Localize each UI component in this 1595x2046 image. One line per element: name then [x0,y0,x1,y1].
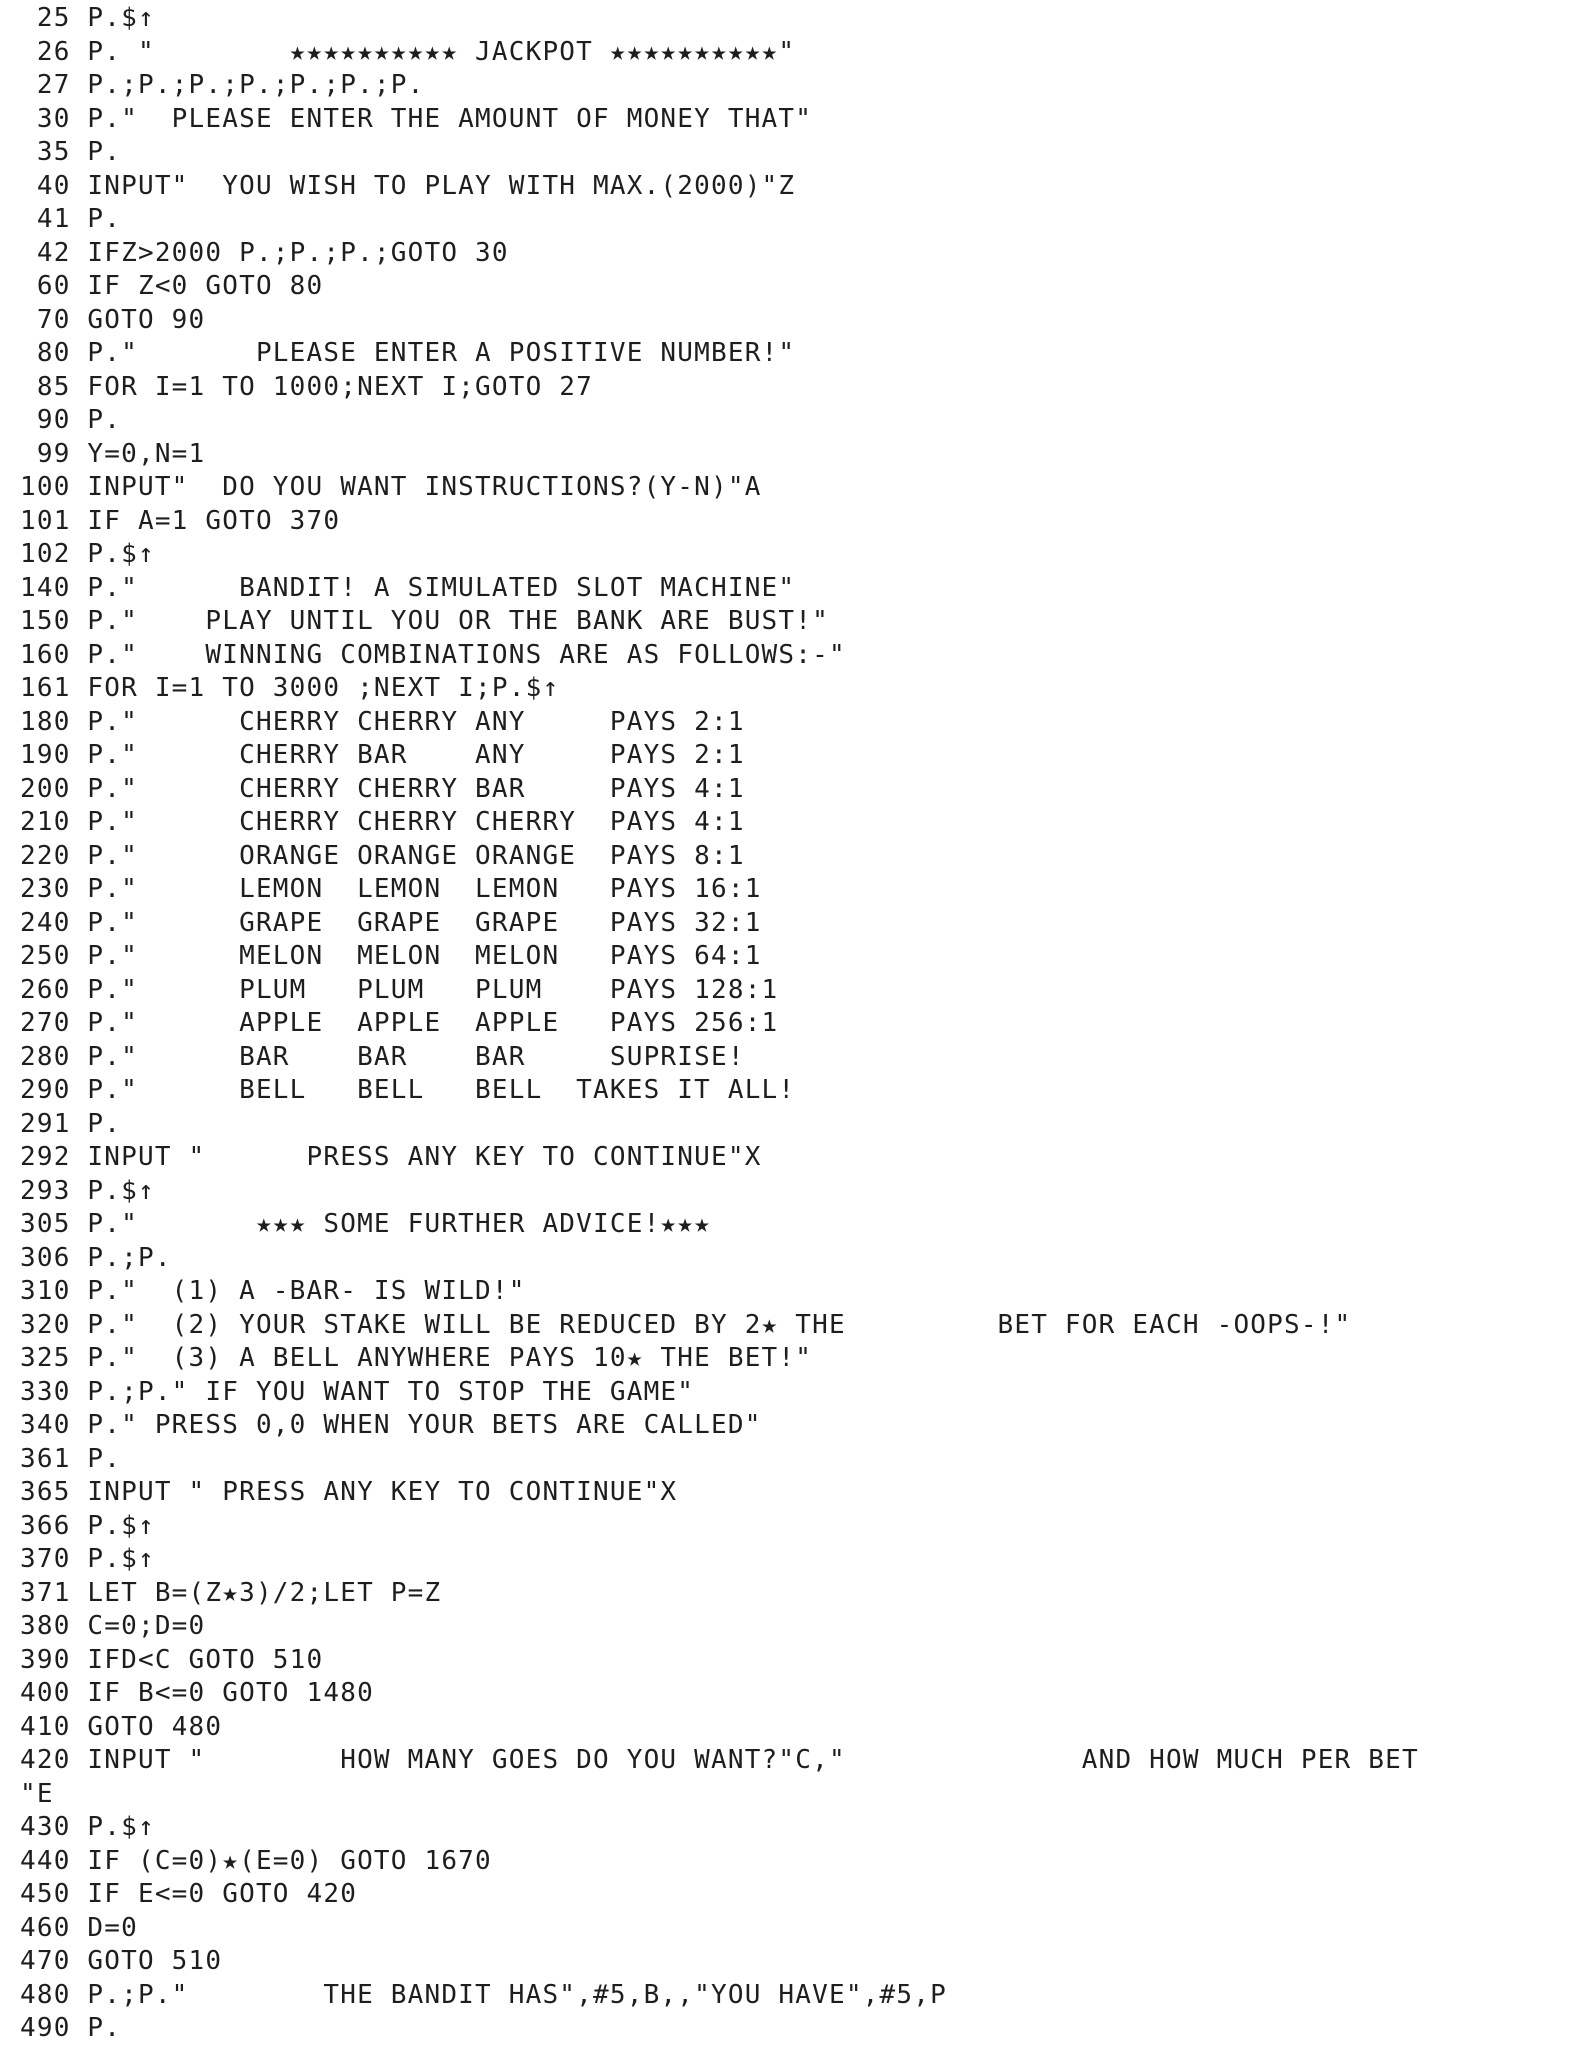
code-line: 230 P." LEMON LEMON LEMON PAYS 16:1 [20,874,762,904]
code-line: 161 FOR I=1 TO 3000 ;NEXT I;P.$↑ [20,673,560,703]
code-line: 25 P.$↑ [20,3,155,33]
code-line: 260 P." PLUM PLUM PLUM PAYS 128:1 [20,974,779,1005]
code-line: 371 LET B=(Z★3)/2;LET P=Z [20,1577,442,1608]
code-line: 400 IF B<=0 GOTO 1480 [20,1678,374,1708]
code-line: 310 P." (1) A -BAR- IS WILD!" [20,1276,526,1306]
code-line: 325 P." (3) A BELL ANYWHERE PAYS 10★ THE BET!" [20,1343,813,1373]
code-line: 320 P." (2) YOUR STAKE WILL BE REDUCED BY 2★ THE BET FOR EACH -OOPS-!" [20,1309,1352,1340]
code-line: 150 P." PLAY UNTIL YOU OR THE BANK ARE BUST!" [20,606,829,636]
code-line: 280 P." BAR BAR BAR SUPRISE! [20,1041,745,1072]
code-line: 160 P." WINNING COMBINATIONS ARE AS FOLLOWS:-" [20,639,846,670]
code-line: 330 P.;P." IF YOU WANT TO STOP THE GAME" [20,1376,695,1407]
code-line: 293 P.$↑ [20,1175,155,1206]
code-line: 490 P. [20,2013,122,2043]
code-line: 240 P." GRAPE GRAPE GRAPE PAYS 32:1 [20,907,762,938]
code-line: 27 P.;P.;P.;P.;P.;P.;P. [20,70,425,100]
code-line: 290 P." BELL BELL BELL TAKES IT ALL! [20,1075,796,1105]
code-line: 305 P." ★★★ SOME FURTHER ADVICE!★★★ [20,1209,711,1239]
code-line: 200 P." CHERRY CHERRY BAR PAYS 4:1 [20,773,745,804]
code-line: 30 P." PLEASE ENTER THE AMOUNT OF MONEY THAT" [20,103,813,134]
code-line: 60 IF Z<0 GOTO 80 [20,271,324,301]
code-line: 99 Y=0,N=1 [20,438,206,469]
code-line: 70 GOTO 90 [20,304,206,335]
code-line: 361 P. [20,1443,122,1474]
code-line: 340 P." PRESS 0,0 WHEN YOUR BETS ARE CALLED" [20,1410,762,1440]
code-line: 480 P.;P." THE BANDIT HAS",#5,B,,"YOU HAVE",#5,P [20,1979,947,2010]
code-line: 365 INPUT " PRESS ANY KEY TO CONTINUE"X [20,1477,678,1507]
code-line: 102 P.$↑ [20,539,155,569]
code-line: 42 IFZ>2000 P.;P.;P.;GOTO 30 [20,237,509,268]
code-line: 420 INPUT " HOW MANY GOES DO YOU WANT?"C," AND HOW MUCH PER BET [20,1745,1419,1775]
code-line: 140 P." BANDIT! A SIMULATED SLOT MACHINE" [20,572,796,603]
code-line: 220 P." ORANGE ORANGE ORANGE PAYS 8:1 [20,840,745,871]
code-line: 80 P." PLEASE ENTER A POSITIVE NUMBER!" [20,338,796,368]
code-line: 430 P.$↑ [20,1812,155,1842]
code-line: 370 P.$↑ [20,1544,155,1574]
code-line: 35 P. [20,137,122,167]
code-line: 180 P." CHERRY CHERRY ANY PAYS 2:1 [20,706,745,737]
code-line: 450 IF E<=0 GOTO 420 [20,1879,358,1909]
code-line: 40 INPUT" YOU WISH TO PLAY WITH MAX.(2000)"Z [20,170,796,201]
code-line: 210 P." CHERRY CHERRY CHERRY PAYS 4:1 [20,807,745,837]
code-line: 250 P." MELON MELON MELON PAYS 64:1 [20,941,762,971]
code-line: 270 P." APPLE APPLE APPLE PAYS 256:1 [20,1008,779,1038]
code-line: 190 P." CHERRY BAR ANY PAYS 2:1 [20,740,745,770]
code-line: 366 P.$↑ [20,1510,155,1541]
code-line: 85 FOR I=1 TO 1000;NEXT I;GOTO 27 [20,371,594,402]
code-line: 440 IF (C=0)★(E=0) GOTO 1670 [20,1845,492,1876]
code-line: 101 IF A=1 GOTO 370 [20,505,341,536]
code-line: 306 P.;P. [20,1242,172,1273]
code-line: 90 P. [20,405,122,435]
code-line: 26 P. " ★★★★★★★★★★ JACKPOT ★★★★★★★★★★" [20,36,796,67]
code-line: 291 P. [20,1108,122,1139]
code-line: 390 IFD<C GOTO 510 [20,1644,324,1675]
code-line: 41 P. [20,204,122,234]
code-line: "E [20,1778,54,1809]
code-line: 470 GOTO 510 [20,1946,223,1976]
basic-program-listing [20,2,1580,2046]
code-line: 380 C=0;D=0 [20,1611,206,1641]
code-line: 292 INPUT " PRESS ANY KEY TO CONTINUE"X [20,1142,762,1172]
code-line: 460 D=0 [20,1912,138,1943]
code-line: 410 GOTO 480 [20,1711,223,1742]
code-line: 100 INPUT" DO YOU WANT INSTRUCTIONS?(Y-N)"A [20,472,762,502]
